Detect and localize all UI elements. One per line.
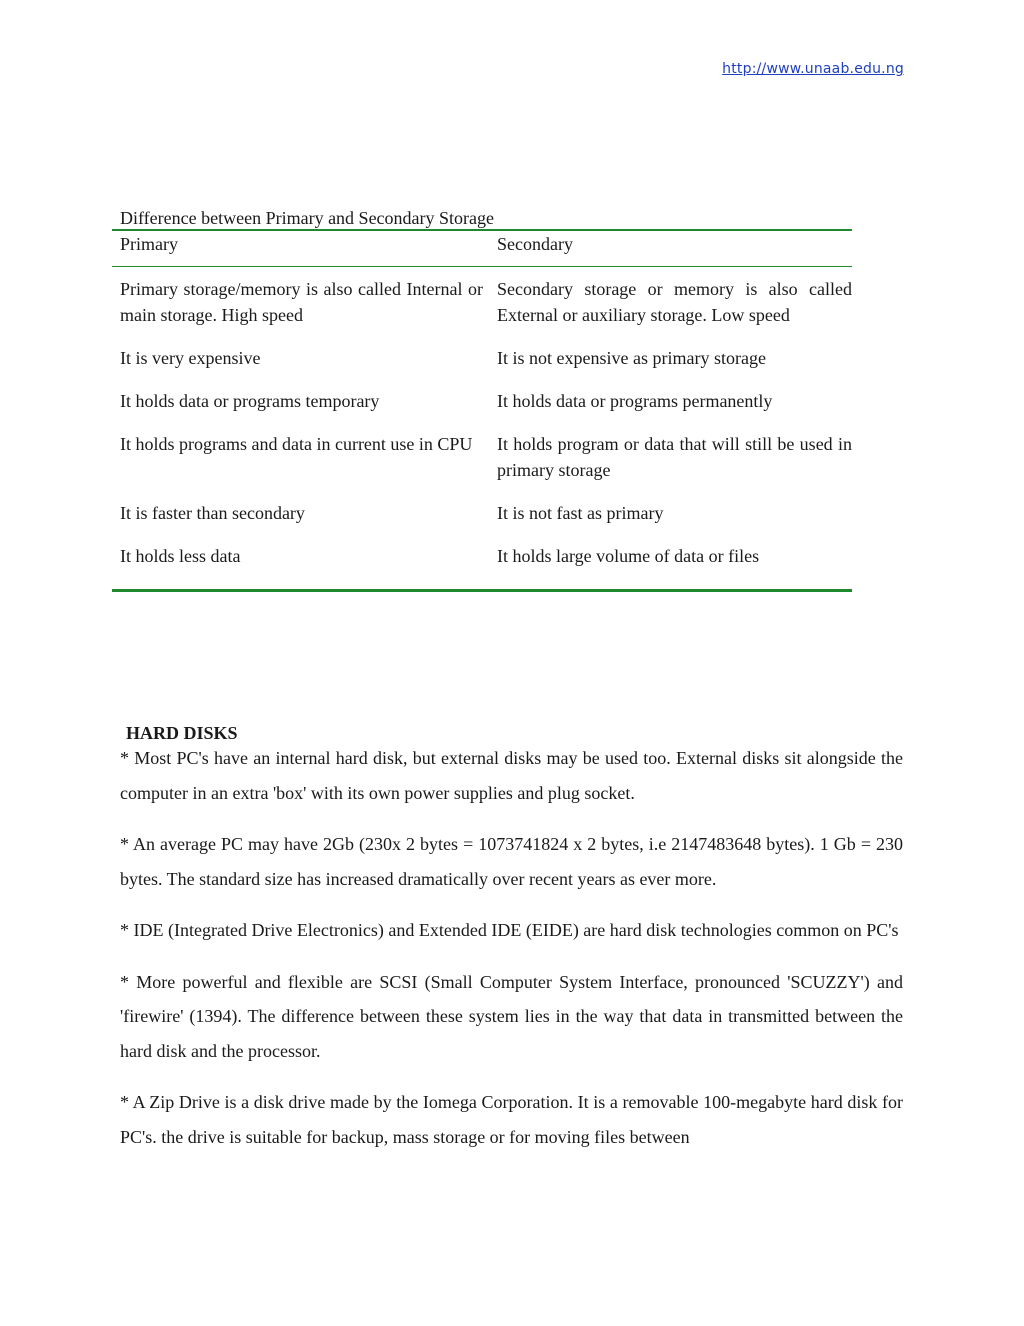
paragraph: * More powerful and flexible are SCSI (Small Computer System Interface, pronounced 'SCUZZY') and 'firewire' (1394). The difference between these system lies in the way that data in transmitted between the hard disk and the processor. — [120, 971, 903, 1061]
paragraph: * Most PC's have an internal hard disk, but external disks may be used too. External disks sit alongside the computer in an extra 'box' with its own power supplies and plug socket. — [120, 748, 903, 803]
secondary-cell: Secondary storage or memory is also called External or auxiliary storage. Low speed — [497, 279, 852, 325]
table-row — [112, 276, 852, 328]
secondary-cell: It is not expensive as primary storage — [497, 348, 766, 368]
table-row — [112, 500, 852, 526]
header-url-link[interactable]: http://www.unaab.edu.ng — [722, 61, 904, 77]
secondary-cell: It holds large volume of data or files — [497, 546, 760, 566]
table-header-row — [112, 231, 852, 266]
header-secondary: Secondary — [497, 234, 573, 254]
primary-cell: It holds less data — [120, 546, 241, 566]
table-row — [112, 345, 852, 371]
primary-cell: It holds data or programs temporary — [120, 391, 380, 411]
comparison-table — [112, 207, 852, 592]
header-primary: Primary — [120, 234, 178, 254]
paragraph: * A Zip Drive is a disk drive made by the Iomega Corporation. It is a removable 100-megabyte hard disk for PC's. the drive is suitable for backup, mass storage or for moving files between — [120, 1092, 903, 1147]
primary-cell: It holds programs and data in current use in CPU — [120, 434, 473, 454]
secondary-cell: It holds program or data that will still be used in primary storage — [497, 434, 852, 480]
table-row — [112, 431, 852, 483]
primary-cell: It is faster than secondary — [120, 503, 305, 523]
hard-disks-heading: HARD DISKS — [126, 723, 238, 743]
hard-disks-body — [120, 741, 903, 1171]
secondary-cell: It holds data or programs permanently — [497, 391, 773, 411]
table-row — [112, 388, 852, 414]
secondary-cell: It is not fast as primary — [497, 503, 664, 523]
table-caption: Difference between Primary and Secondary Storage — [120, 208, 495, 228]
table-bottom-rule — [112, 589, 852, 592]
primary-cell: Primary storage/memory is also called Internal or main storage. High speed — [120, 279, 483, 325]
paragraph: * An average PC may have 2Gb (230x 2 bytes = 1073741824 x 2 bytes, i.e 2147483648 bytes). 1 Gb = 230 bytes. The standard size has increased dramatically over recent years as ever more. — [120, 834, 903, 889]
paragraph: * IDE (Integrated Drive Electronics) and Extended IDE (EIDE) are hard disk technologies common on PC's — [120, 920, 899, 940]
primary-cell: It is very expensive — [120, 348, 261, 368]
table-row — [112, 543, 852, 569]
